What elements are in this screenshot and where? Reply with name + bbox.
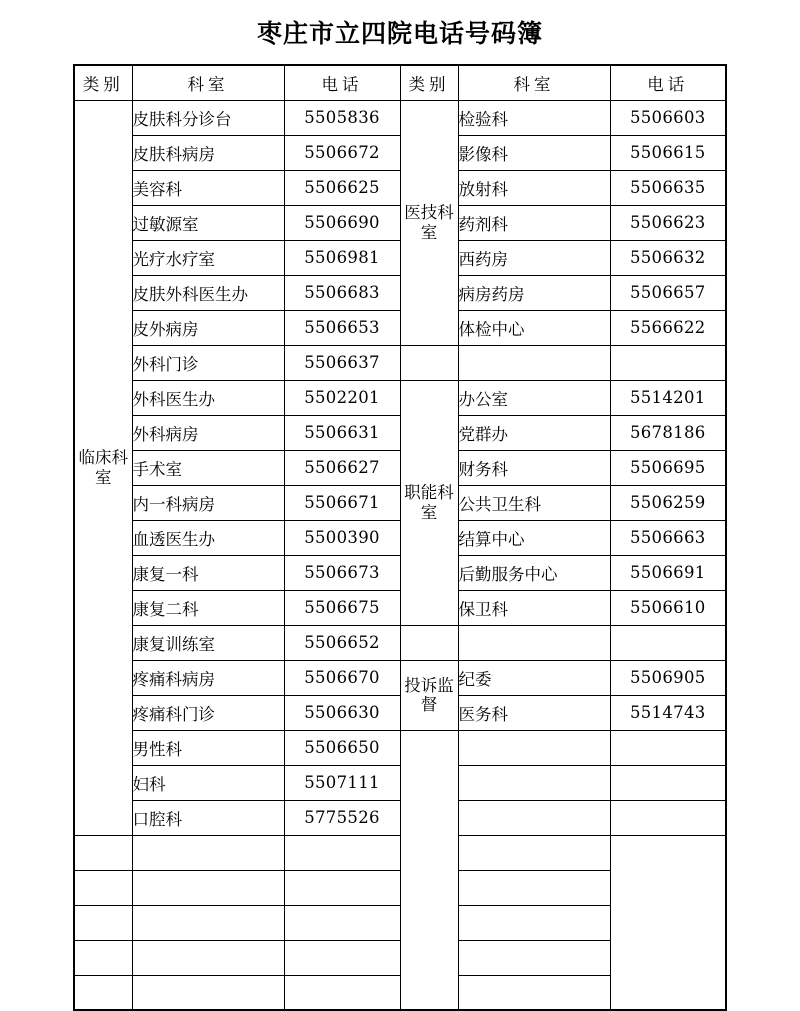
department-cell	[74, 940, 132, 975]
category-cell-empty	[400, 345, 458, 380]
phone-cell	[610, 730, 726, 765]
phone-cell: 5506653	[284, 310, 400, 345]
phone-cell: 5506695	[610, 450, 726, 485]
table-row	[74, 625, 726, 660]
department-cell	[458, 625, 610, 660]
table-row	[74, 100, 726, 135]
department-cell	[284, 940, 400, 975]
phone-cell	[132, 975, 284, 1010]
phone-cell: 5505836	[284, 100, 400, 135]
department-cell: 疼痛科病房	[132, 660, 284, 695]
department-cell: 妇科	[132, 765, 284, 800]
department-cell: 医务科	[458, 695, 610, 730]
phone-cell: 5506615	[610, 135, 726, 170]
phone-cell	[132, 905, 284, 940]
phone-cell	[458, 940, 610, 975]
phone-cell	[610, 345, 726, 380]
department-cell: 外科医生办	[132, 380, 284, 415]
phone-cell: 5566622	[610, 310, 726, 345]
department-cell: 皮肤外科医生办	[132, 275, 284, 310]
phone-cell: 5506610	[610, 590, 726, 625]
category-cell-clinical: 临床科室	[74, 100, 132, 835]
department-cell	[74, 905, 132, 940]
phone-cell	[132, 940, 284, 975]
phone-cell: 5506673	[284, 555, 400, 590]
header-row	[74, 65, 726, 100]
phone-cell: 5678186	[610, 415, 726, 450]
department-cell: 外科病房	[132, 415, 284, 450]
phone-cell: 5506627	[284, 450, 400, 485]
phone-cell: 5506625	[284, 170, 400, 205]
phone-cell: 5506675	[284, 590, 400, 625]
phone-cell	[458, 835, 610, 870]
department-cell: 党群办	[458, 415, 610, 450]
department-cell	[458, 345, 610, 380]
phone-cell: 5506670	[284, 660, 400, 695]
department-cell: 光疗水疗室	[132, 240, 284, 275]
department-cell	[74, 975, 132, 1010]
department-cell	[284, 905, 400, 940]
category-cell-empty	[400, 730, 458, 1010]
header-category-left: 类别	[74, 65, 132, 100]
phone-cell: 5506657	[610, 275, 726, 310]
header-category-right: 类别	[400, 65, 458, 100]
phone-cell: 5514201	[610, 380, 726, 415]
department-cell	[284, 835, 400, 870]
category-cell-4: 投诉监督	[400, 660, 458, 730]
department-cell: 血透医生办	[132, 520, 284, 555]
phone-cell: 5514743	[610, 695, 726, 730]
phone-cell	[610, 800, 726, 835]
phone-cell: 5506981	[284, 240, 400, 275]
phone-cell: 5506603	[610, 100, 726, 135]
header-phone-left: 电话	[284, 65, 400, 100]
department-cell: 口腔科	[132, 800, 284, 835]
department-cell: 皮肤科病房	[132, 135, 284, 170]
phone-cell	[132, 835, 284, 870]
department-cell: 西药房	[458, 240, 610, 275]
department-cell: 后勤服务中心	[458, 555, 610, 590]
phone-cell: 5506690	[284, 205, 400, 240]
department-cell	[458, 800, 610, 835]
department-cell	[284, 870, 400, 905]
phone-cell: 5506637	[284, 345, 400, 380]
phone-cell: 5775526	[284, 800, 400, 835]
department-cell: 美容科	[132, 170, 284, 205]
department-cell: 纪委	[458, 660, 610, 695]
table-row	[74, 730, 726, 765]
phone-cell: 5506652	[284, 625, 400, 660]
department-cell: 财务科	[458, 450, 610, 485]
department-cell: 检验科	[458, 100, 610, 135]
department-cell	[458, 730, 610, 765]
category-cell-0: 医技科室	[400, 100, 458, 345]
department-cell: 皮外病房	[132, 310, 284, 345]
department-cell	[74, 835, 132, 870]
phone-cell: 5506672	[284, 135, 400, 170]
header-department-right: 科室	[458, 65, 610, 100]
department-cell: 药剂科	[458, 205, 610, 240]
phone-cell: 5506683	[284, 275, 400, 310]
phone-cell: 5506905	[610, 660, 726, 695]
department-cell: 康复训练室	[132, 625, 284, 660]
department-cell: 康复二科	[132, 590, 284, 625]
department-cell	[284, 975, 400, 1010]
header-department-left: 科室	[132, 65, 284, 100]
department-cell: 男性科	[132, 730, 284, 765]
phone-cell	[458, 975, 610, 1010]
phone-cell: 5506663	[610, 520, 726, 555]
department-cell: 办公室	[458, 380, 610, 415]
department-cell: 保卫科	[458, 590, 610, 625]
table-row	[74, 660, 726, 695]
table-header	[74, 65, 726, 100]
department-cell: 手术室	[132, 450, 284, 485]
phone-cell: 5506623	[610, 205, 726, 240]
department-cell: 内一科病房	[132, 485, 284, 520]
department-cell	[458, 765, 610, 800]
department-cell: 康复一科	[132, 555, 284, 590]
phone-cell: 5506631	[284, 415, 400, 450]
department-cell: 外科门诊	[132, 345, 284, 380]
phone-cell	[610, 765, 726, 800]
department-cell: 影像科	[458, 135, 610, 170]
department-cell: 公共卫生科	[458, 485, 610, 520]
phone-cell	[458, 870, 610, 905]
category-cell-2: 职能科室	[400, 380, 458, 625]
phone-cell: 5506259	[610, 485, 726, 520]
department-cell: 结算中心	[458, 520, 610, 555]
phone-cell: 5506630	[284, 695, 400, 730]
department-cell: 过敏源室	[132, 205, 284, 240]
phone-cell: 5506632	[610, 240, 726, 275]
phone-cell	[458, 905, 610, 940]
category-cell-empty	[400, 625, 458, 660]
department-cell: 体检中心	[458, 310, 610, 345]
phonebook-table	[73, 64, 727, 1011]
table-body	[74, 100, 726, 1010]
phone-cell: 5506691	[610, 555, 726, 590]
phone-cell: 5506635	[610, 170, 726, 205]
phone-cell	[132, 870, 284, 905]
table-row	[74, 345, 726, 380]
department-cell: 疼痛科门诊	[132, 695, 284, 730]
phone-cell: 5502201	[284, 380, 400, 415]
phone-cell: 5500390	[284, 520, 400, 555]
department-cell: 病房药房	[458, 275, 610, 310]
phone-cell: 5506671	[284, 485, 400, 520]
department-cell: 放射科	[458, 170, 610, 205]
department-cell	[74, 870, 132, 905]
table-row	[74, 380, 726, 415]
header-phone-right: 电话	[610, 65, 726, 100]
phone-cell	[610, 625, 726, 660]
page-title: 枣庄市立四院电话号码簿	[256, 19, 543, 48]
phone-cell: 5506650	[284, 730, 400, 765]
department-cell: 皮肤科分诊台	[132, 100, 284, 135]
phone-cell: 5507111	[284, 765, 400, 800]
